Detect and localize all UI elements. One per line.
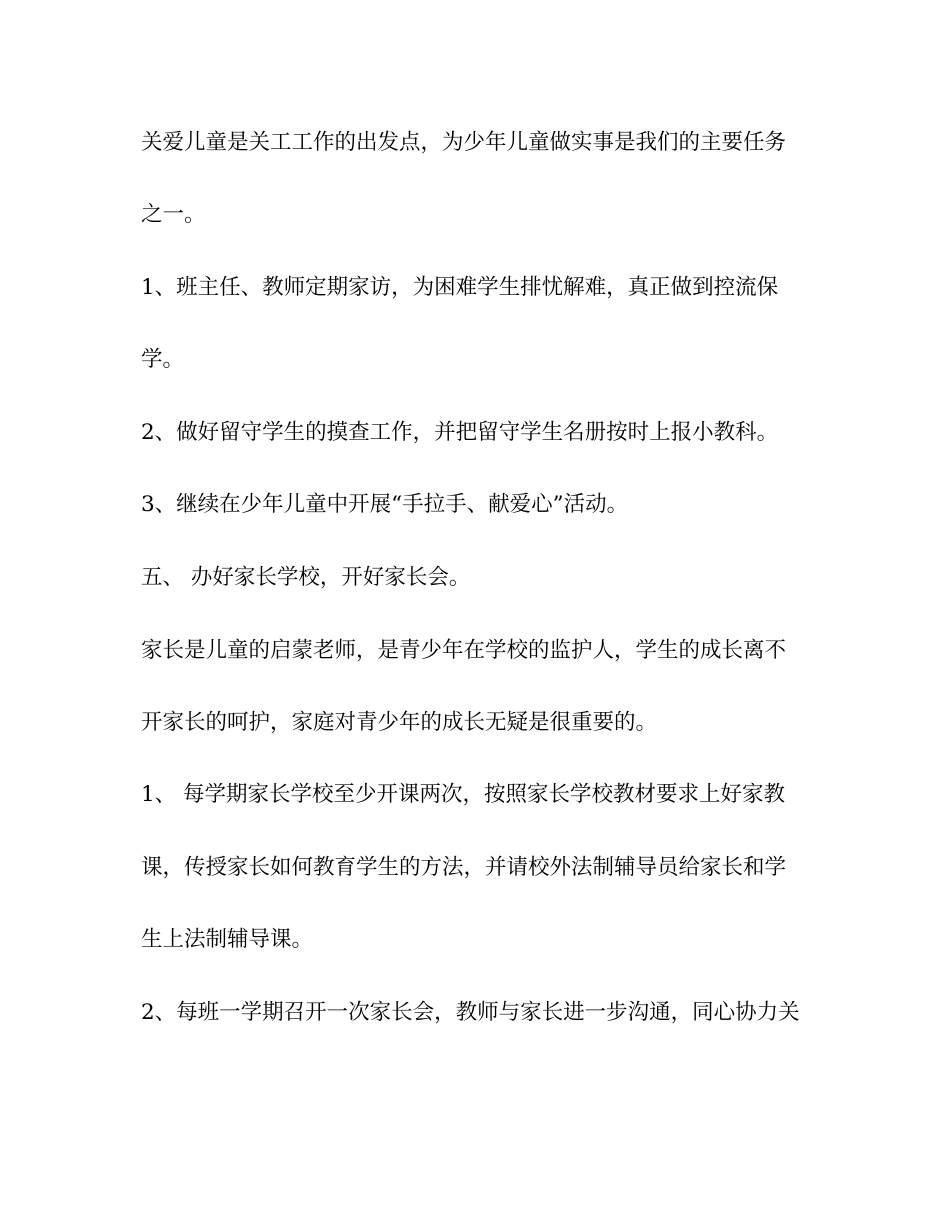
paragraph-line: 之一。 xyxy=(141,202,206,227)
list-item-line: 1、 每学期家长学校至少开课两次，按照家长学校教材要求上好家教 xyxy=(141,782,786,807)
paragraph-line: 家长是儿童的启蒙老师，是青少年在学校的监护人，学生的成长离不 xyxy=(141,638,787,663)
list-item-line: 1、班主任、教师定期家访，为困难学生排忧解难，真正做到控流保 xyxy=(141,275,779,300)
list-item-line: 2、做好留守学生的摸查工作，并把留守学生名册按时上报小教科。 xyxy=(141,420,779,445)
paragraph-line: 开家长的呵护，家庭对青少年的成长无疑是很重要的。 xyxy=(141,710,658,735)
list-item-line: 3、继续在少年儿童中开展“手拉手、献爱心”活动。 xyxy=(141,492,629,517)
section-heading: 五、 办好家长学校，开好家长会。 xyxy=(141,565,471,590)
paragraph-line: 关爱儿童是关工工作的出发点，为少年儿童做实事是我们的主要任务 xyxy=(141,130,787,155)
list-item-line: 生上法制辅导课。 xyxy=(141,927,314,952)
list-item-line: 课，传授家长如何教育学生的方法，并请校外法制辅导员给家长和学 xyxy=(141,855,787,880)
list-item-line: 2、每班一学期召开一次家长会，教师与家长进一步沟通，同心协力关 xyxy=(141,1000,800,1025)
list-item-line: 学。 xyxy=(141,347,185,372)
